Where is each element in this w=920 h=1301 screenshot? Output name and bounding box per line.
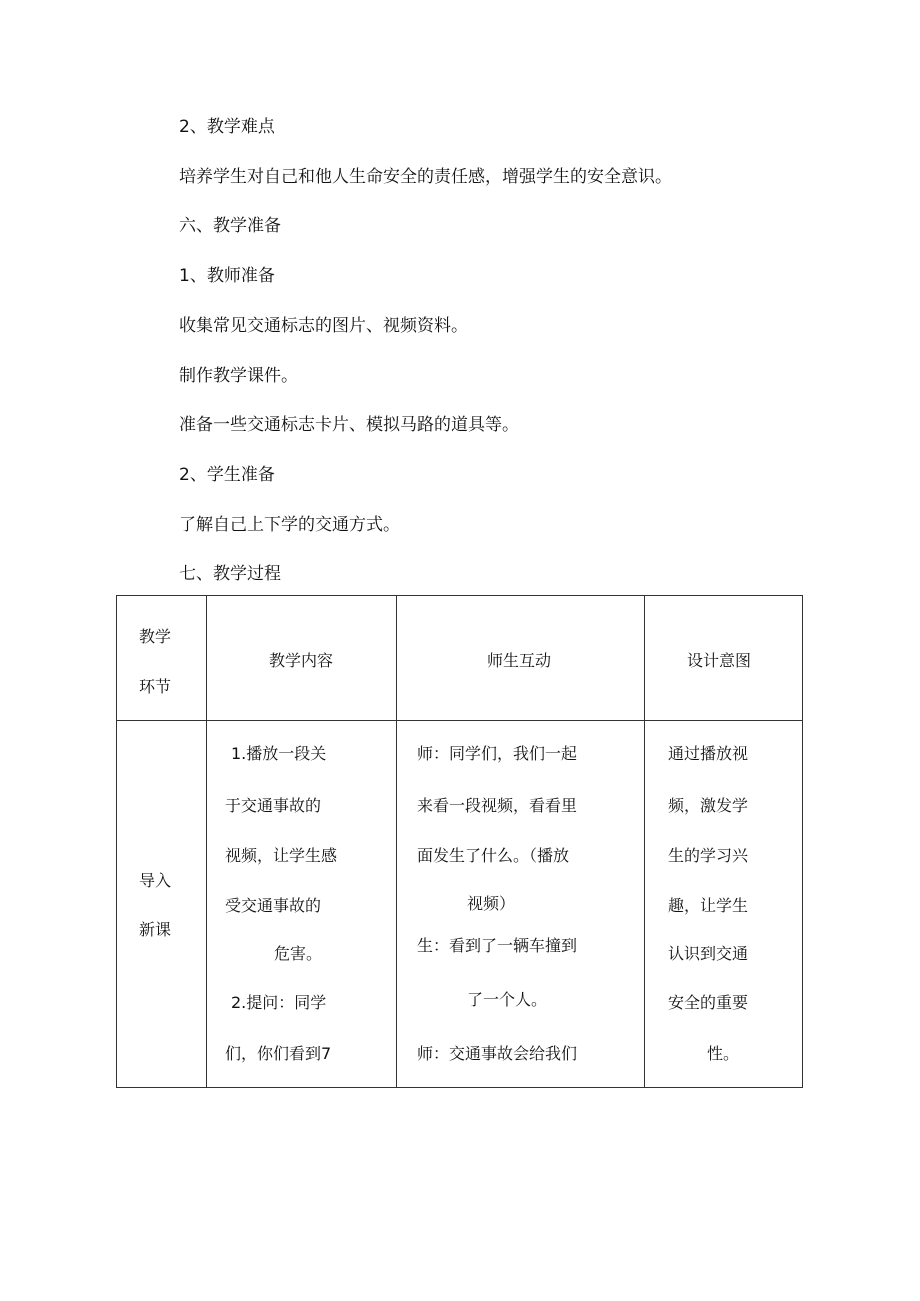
paragraph-prepare-props: 准备一些交通标志卡片、模拟马路的道具等。 (179, 415, 519, 435)
intent-line: 频，激发学 (668, 796, 749, 815)
heading-teacher-preparation: 1、教师准备 (179, 266, 275, 286)
intent-line: 认识到交通 (668, 944, 749, 963)
header-content-cell (207, 596, 397, 721)
interaction-line: 师：同学们，我们一起 (417, 744, 578, 763)
intent-line: 生的学习兴 (668, 846, 749, 865)
content-line: 视频，让学生感 (225, 846, 338, 865)
content-line: 1.播放一段关 (231, 744, 327, 763)
heading-teaching-preparation: 六、教学准备 (179, 216, 281, 236)
teaching-process-table (116, 595, 803, 1088)
interaction-line: 来看一段视频，看看里 (417, 796, 578, 815)
heading-teaching-process: 七、教学过程 (179, 564, 281, 584)
intent-line: 通过播放视 (668, 744, 749, 763)
content-line: 于交通事故的 (225, 796, 322, 815)
content-line: 危害。 (274, 944, 323, 963)
paragraph-collect-materials: 收集常见交通标志的图片、视频资料。 (179, 316, 468, 336)
header-interaction-cell (397, 596, 645, 721)
table-header-row (117, 596, 803, 721)
header-intent-cell (645, 596, 803, 721)
table-row (117, 721, 803, 1088)
intent-line: 性。 (707, 1044, 740, 1063)
interaction-line: 视频） (467, 894, 516, 913)
intent-line: 安全的重要 (668, 993, 749, 1012)
heading-teaching-difficulty: 2、教学难点 (179, 117, 275, 137)
interaction-line: 师：交通事故会给我们 (417, 1044, 578, 1063)
stage-cell (117, 721, 207, 1088)
content-cell (207, 721, 397, 1088)
content-line: 们，你们看到7 (225, 1044, 332, 1063)
intent-line: 趣，让学生 (668, 896, 749, 915)
interaction-line: 面发生了什么。（播放 (417, 846, 570, 865)
stage-line: 新课 (139, 920, 172, 939)
heading-student-preparation: 2、学生准备 (179, 465, 275, 485)
paragraph-difficulty-text: 培养学生对自己和他人生命安全的责任感，增强学生的安全意识。 (179, 167, 672, 187)
interaction-cell (397, 721, 645, 1088)
interaction-line: 生：看到了一辆车撞到 (417, 936, 578, 955)
header-interaction: 师生互动 (487, 651, 552, 670)
paragraph-student-commute: 了解自己上下学的交通方式。 (179, 515, 400, 535)
interaction-line: 了一个人。 (467, 990, 548, 1009)
header-stage-line: 环节 (139, 677, 172, 696)
intent-cell (645, 721, 803, 1088)
header-stage-cell (117, 596, 207, 721)
content-line: 2.提问：同学 (231, 993, 327, 1012)
content-line: 受交通事故的 (225, 896, 322, 915)
header-stage-line: 教学 (139, 627, 172, 646)
paragraph-make-courseware: 制作教学课件。 (179, 366, 298, 386)
header-intent: 设计意图 (687, 651, 752, 670)
stage-line: 导入 (139, 871, 172, 890)
header-content: 教学内容 (269, 651, 334, 670)
